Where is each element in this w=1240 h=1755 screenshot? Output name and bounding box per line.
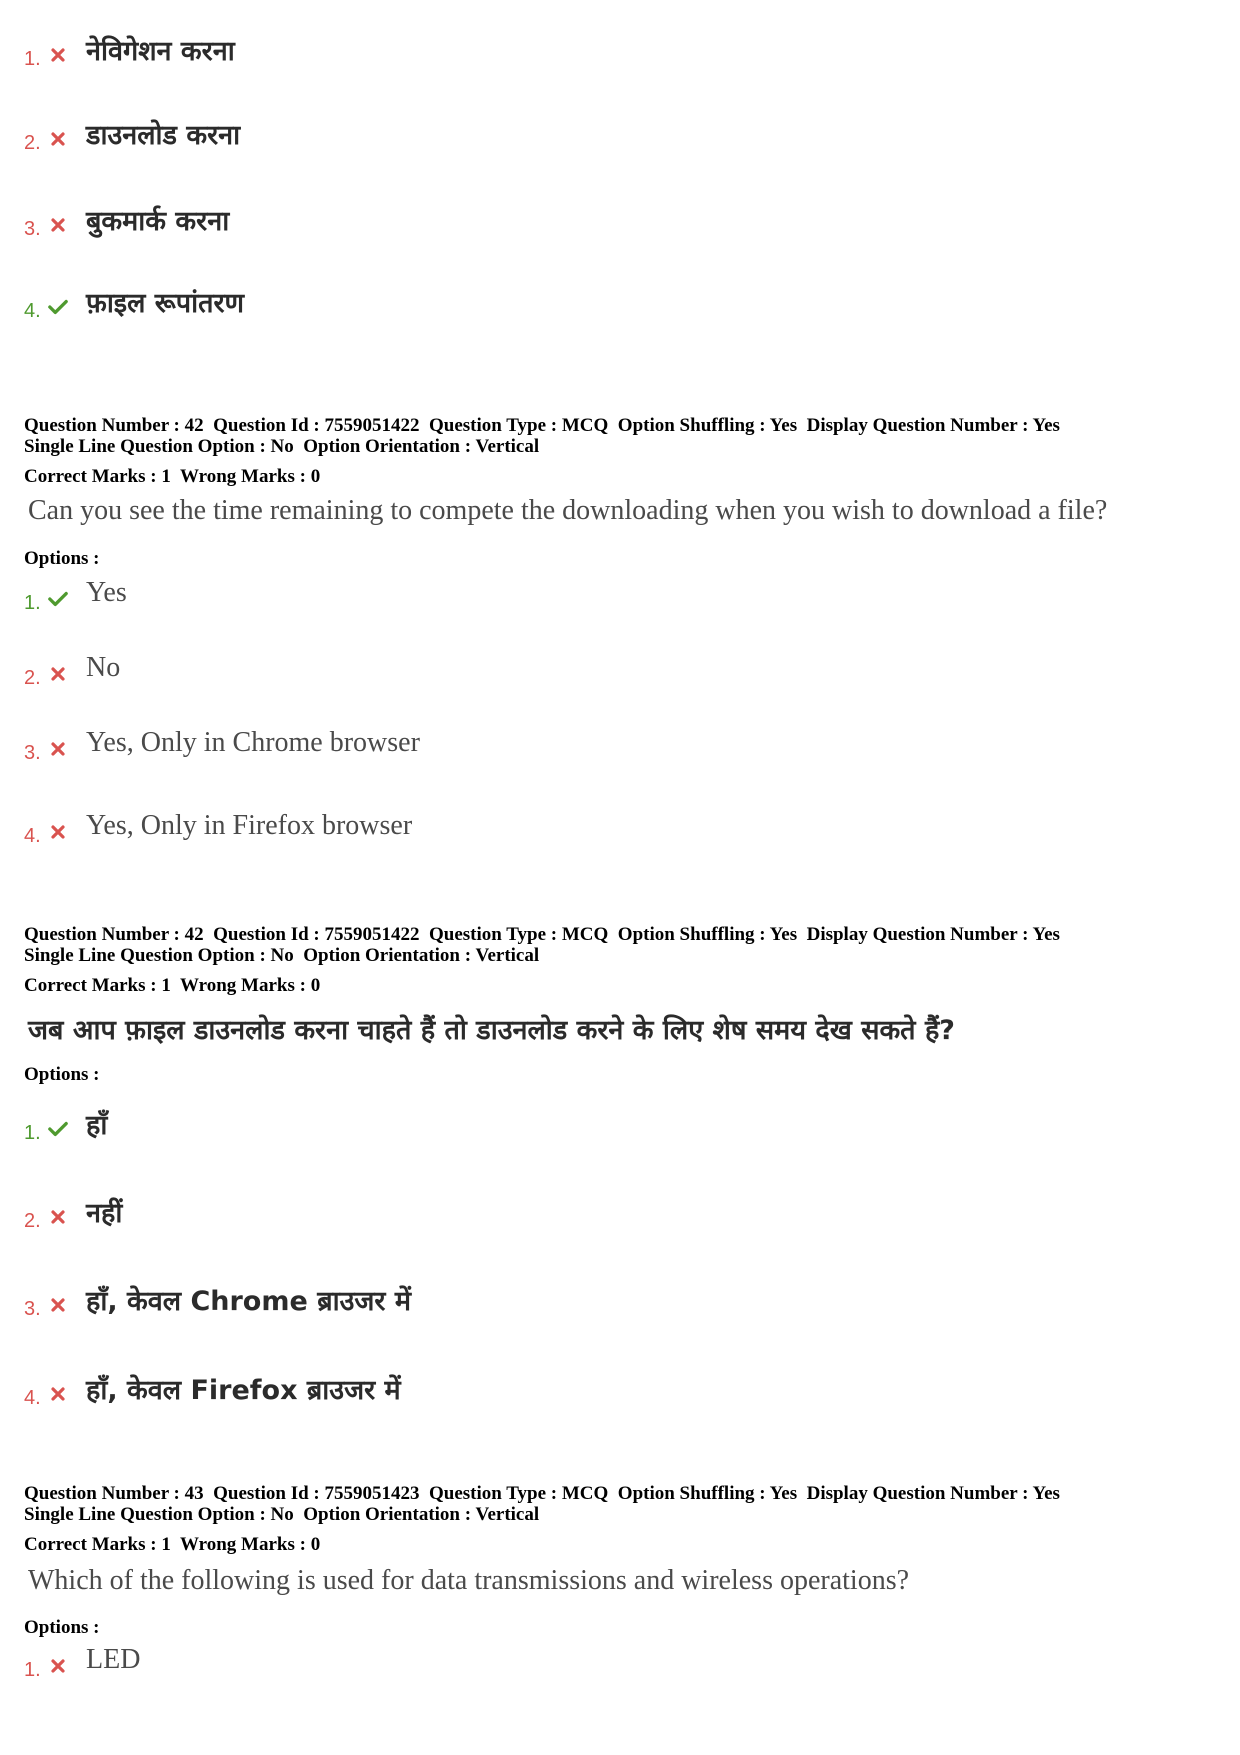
question-text: Can you see the time remaining to compete the downloading when you wish to download a file? bbox=[28, 495, 1108, 526]
option-row bbox=[24, 1274, 411, 1324]
options-label: Options : bbox=[24, 1617, 100, 1638]
question-marks: Correct Marks : 1 Wrong Marks : 0 bbox=[24, 1534, 321, 1555]
option-text: Yes, Only in Chrome browser bbox=[86, 727, 420, 758]
option-text: नहीं bbox=[86, 1197, 123, 1229]
option-row bbox=[24, 568, 127, 618]
cross-icon bbox=[48, 1384, 68, 1404]
option-number: 4. bbox=[24, 299, 41, 322]
option-text: No bbox=[86, 652, 121, 683]
option-row bbox=[24, 718, 420, 768]
option-number: 1. bbox=[24, 47, 41, 70]
question-meta: Question Number : 43 Question Id : 7559051423 Question Type : MCQ Option Shuffling : Yes Display Question Number : Yes Single Line Question Option : No Option Orientation : Vertical bbox=[24, 1483, 1060, 1525]
option-row bbox=[24, 1635, 140, 1685]
option-text: Yes bbox=[86, 577, 127, 608]
option-text: बुकमार्क करना bbox=[86, 205, 230, 237]
cross-icon bbox=[48, 129, 68, 149]
check-icon bbox=[48, 297, 68, 317]
option-number: 3. bbox=[24, 217, 41, 240]
question-marks: Correct Marks : 1 Wrong Marks : 0 bbox=[24, 466, 321, 487]
option-number: 3. bbox=[24, 741, 41, 764]
options-label: Options : bbox=[24, 1064, 100, 1085]
cross-icon bbox=[48, 1295, 68, 1315]
cross-icon bbox=[48, 739, 68, 759]
check-icon bbox=[48, 1119, 68, 1139]
option-row bbox=[24, 108, 240, 158]
cross-icon bbox=[48, 822, 68, 842]
cross-icon bbox=[48, 45, 68, 65]
option-number: 4. bbox=[24, 824, 41, 847]
option-text: डाउनलोड करना bbox=[86, 119, 241, 151]
option-row bbox=[24, 276, 244, 326]
option-text: हाँ, केवल Firefox ब्राउजर में bbox=[86, 1374, 401, 1406]
question-text: जब आप फ़ाइल डाउनलोड करना चाहते हैं तो डाउनलोड करने के लिए शेष समय देख सकते हैं? bbox=[28, 1015, 955, 1046]
option-number: 4. bbox=[24, 1386, 41, 1409]
cross-icon bbox=[48, 1207, 68, 1227]
question-meta: Question Number : 42 Question Id : 7559051422 Question Type : MCQ Option Shuffling : Yes Display Question Number : Yes Single Line Question Option : No Option Orientation : Vertical bbox=[24, 415, 1060, 457]
option-row bbox=[24, 1186, 122, 1236]
option-text: हाँ, केवल Chrome ब्राउजर में bbox=[86, 1285, 412, 1317]
option-number: 2. bbox=[24, 666, 41, 689]
cross-icon bbox=[48, 664, 68, 684]
option-text: LED bbox=[86, 1644, 141, 1675]
option-number: 3. bbox=[24, 1297, 41, 1320]
cross-icon bbox=[48, 1656, 68, 1676]
option-number: 1. bbox=[24, 1121, 41, 1144]
option-number: 2. bbox=[24, 131, 41, 154]
option-number: 1. bbox=[24, 591, 41, 614]
option-row bbox=[24, 643, 120, 693]
option-row bbox=[24, 24, 235, 74]
option-row bbox=[24, 801, 412, 851]
option-number: 1. bbox=[24, 1658, 41, 1681]
question-meta: Question Number : 42 Question Id : 7559051422 Question Type : MCQ Option Shuffling : Yes Display Question Number : Yes Single Line Question Option : No Option Orientation : Vertical bbox=[24, 924, 1060, 966]
option-text: नेविगेशन करना bbox=[86, 35, 235, 67]
option-number: 2. bbox=[24, 1209, 41, 1232]
option-row bbox=[24, 1098, 107, 1148]
cross-icon bbox=[48, 215, 68, 235]
option-text: हाँ bbox=[86, 1109, 108, 1141]
option-text: फ़ाइल रूपांतरण bbox=[86, 287, 245, 319]
question-text: Which of the following is used for data transmissions and wireless operations? bbox=[28, 1565, 910, 1596]
options-label: Options : bbox=[24, 548, 100, 569]
option-row bbox=[24, 194, 229, 244]
check-icon bbox=[48, 589, 68, 609]
option-row bbox=[24, 1363, 401, 1413]
question-marks: Correct Marks : 1 Wrong Marks : 0 bbox=[24, 975, 321, 996]
option-text: Yes, Only in Firefox browser bbox=[86, 810, 413, 841]
